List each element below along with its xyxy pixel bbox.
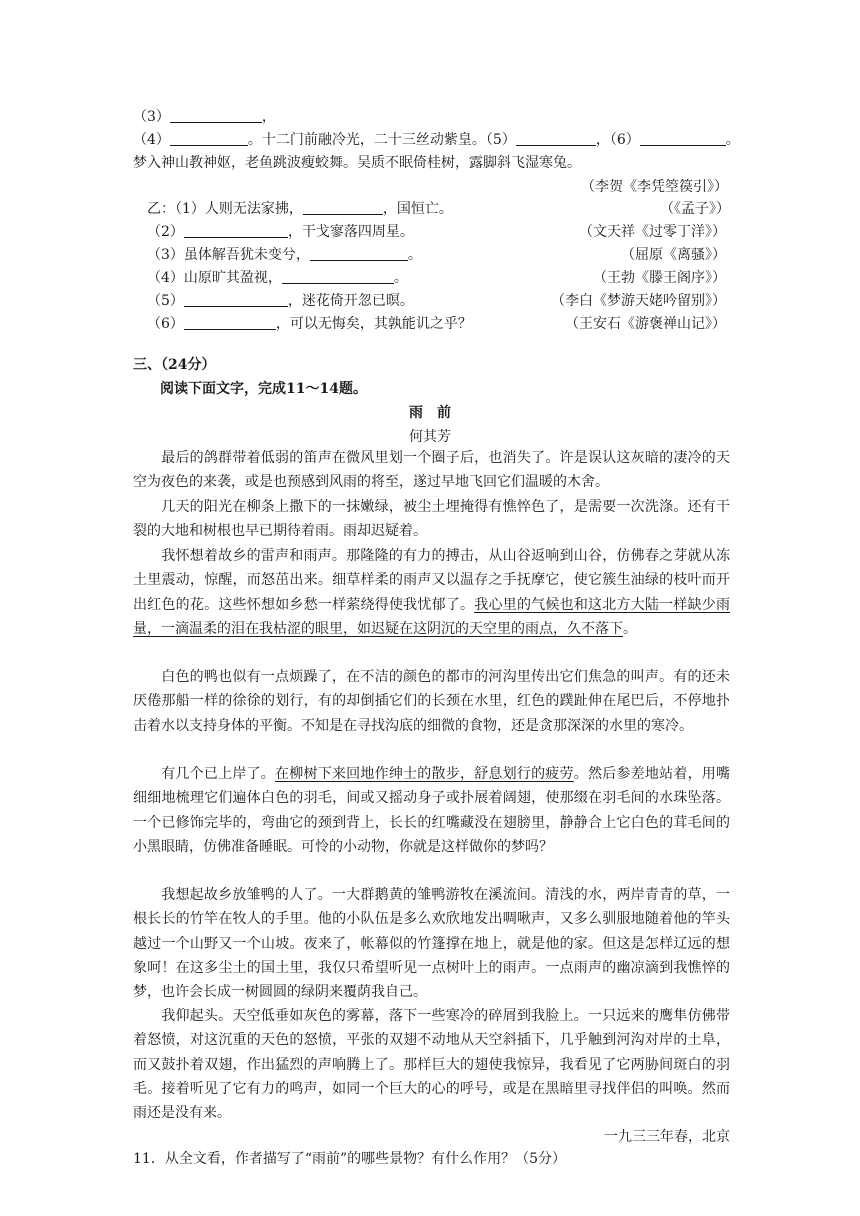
yi-row-6: （6） ，可以无悔矣，其孰能讥之乎？ bbox=[147, 316, 472, 332]
article-paragraph-7: 我仰起头。天空低垂如灰色的雾幕，落下一些寒冷的碎屑到我脸上。一只远来的鹰隼仿佛带着怒愤，对这沉重的天色的怒愤，平张的双翅不动地从天空斜插下，几乎触到河沟对岸的土阜，而又鼓扑着双翅，作出猛烈的声响腾上了。那样巨大的翅使我惊异，我看见了它两胁间斑白的羽毛。接着听见了它有力的鸣声，如同一个巨大的心的呼号，或是在黑暗里寻找伴侣的叫唤。然而雨还是没有来。 bbox=[133, 1008, 730, 1122]
source-citation: （王安石《游褒禅山记》） bbox=[565, 316, 726, 332]
question-11: 11．从全文看，作者描写了“雨前”的哪些景物？有什么作用？（5分） bbox=[133, 1151, 567, 1167]
answer-blank[interactable] bbox=[282, 269, 394, 284]
underlined-sentence: 在柳树下来回地作绅士的散步，舒息划行的疲劳 bbox=[275, 766, 574, 782]
article-paragraph-5: 有几个已上岸了。在柳树下来回地作绅士的散步，舒息划行的疲劳。然后参差地站着，用嘴细细地梳理它们遍体白色的羽毛，间或又摇动身子或扑展着阔翅，使那缀在羽毛间的水珠坠落。一个已修饰完毕的，弯曲它的颈到背上，长长的红嘴藏没在翅膀里，静静合上它白色的茸毛间的小黑眼睛，仿佛准备睡眠。可怜的小动物，你就是这样做你的梦吗？ bbox=[133, 766, 731, 855]
yi-row-3: （3）虽体解吾犹未变兮， 。 bbox=[147, 247, 422, 263]
answer-blank[interactable] bbox=[310, 246, 408, 261]
answer-blank[interactable] bbox=[516, 131, 596, 146]
article-paragraph-1: 最后的鸽群带着低弱的笛声在微风里划一个圈子后，也消失了。许是误认这灰暗的凄冷的天空为夜色的来袭，或是也预感到风雨的将至，遂过早地飞回它们温暖的木舍。 bbox=[133, 450, 730, 491]
yi-row-4: （4）山原旷其盈视， 。 bbox=[147, 270, 408, 286]
article-title: 雨 前 bbox=[409, 405, 451, 421]
article-author: 何其芳 bbox=[409, 429, 451, 445]
section-instruction: 阅读下面文字，完成11～14题。 bbox=[160, 381, 367, 397]
poem-line: 梦入神山教神妪，老鱼跳波瘦蛟舞。吴质不眠倚桂树，露脚斜飞湿寒兔。 bbox=[133, 155, 581, 171]
answer-blank[interactable] bbox=[184, 292, 288, 307]
source-citation: （《孟子》） bbox=[660, 201, 730, 217]
yi-row-5: （5） ，迷花倚开忽已暝。 bbox=[147, 293, 414, 309]
answer-blank[interactable] bbox=[184, 223, 288, 238]
fill-line-4: （4） 。十二门前融冷光，二十三丝动紫皇。（5） ，（6） 。 bbox=[133, 132, 740, 148]
answer-blank[interactable] bbox=[640, 131, 726, 146]
answer-blank[interactable] bbox=[170, 108, 262, 123]
source-citation: （文天祥《过零丁洋》） bbox=[579, 224, 726, 240]
yi-row-2: （2） ，干戈寥落四周星。 bbox=[147, 224, 414, 240]
source-citation: （李贺《李凭箜篌引》） bbox=[581, 179, 728, 195]
source-citation: （屈原《离骚》） bbox=[621, 247, 726, 263]
dateline: 一九三三年春，北京 bbox=[604, 1129, 730, 1145]
source-citation: （李白《梦游天姥吟留别》） bbox=[551, 293, 726, 309]
answer-blank[interactable] bbox=[184, 315, 276, 330]
source-citation: （王勃《滕王阁序》） bbox=[593, 270, 726, 286]
item-number: （3） bbox=[133, 109, 170, 125]
article-paragraph-6: 我想起故乡放雏鸭的人了。一大群鹅黄的雏鸭游牧在溪流间。清浅的水，两岸青青的草，一根长长的竹竿在牧人的手里。他的小队伍是多么欢欣地发出啁啾声，又多么驯服地随着他的竿头越过一个山野又一个山坡。夜来了，帐幕似的竹篷撑在地上，就是他的家。但这是怎样辽远的想象呵！在这多尘土的国土里，我仅只希望听见一点树叶上的雨声。一点雨声的幽凉滴到我憔悴的梦，也许会长成一树圆圆的绿阴来覆荫我自己。 bbox=[133, 887, 730, 1001]
article-paragraph-3: 我怀想着故乡的雷声和雨声。那隆隆的有力的搏击，从山谷返响到山谷，仿佛春之芽就从冻土里震动，惊醒，而怒茁出来。细草样柔的雨声又以温存之手抚摩它，使它簇生油绿的枝叶而开出红色的花。这些怀想如乡愁一样萦绕得使我忧郁了。我心里的气候也和这北方大陆一样缺少雨量，一滴温柔的泪在我枯涩的眼里，如迟疑在这阴沉的天空里的雨点，久不落下。 bbox=[133, 548, 731, 637]
article-paragraph-4: 白色的鸭也似有一点烦躁了，在不洁的颜色的都市的河沟里传出它们焦急的叫声。有的还未厌倦那船一样的徐徐的划行，有的却倒插它们的长颈在水里，红色的蹼趾伸在尾巴后，不停地扑击着水以支持身体的平衡。不知是在寻找沟底的细微的食物，还是贪那深深的水里的寒冷。 bbox=[133, 669, 730, 734]
yi-row-1: 乙：（1）人则无法家拂， ，国恒亡。 bbox=[147, 201, 453, 217]
article-paragraph-2: 几天的阳光在柳条上撒下的一抹嫩绿，被尘土埋掩得有憔悴色了，是需要一次洗涤。还有干裂的大地和树根也早已期待着雨。雨却迟疑着。 bbox=[133, 499, 730, 540]
fill-line-3: （3） ， bbox=[133, 109, 276, 125]
underlined-sentence: 我心里的气候也和这北方大陆一样缺少雨量，一滴温柔的泪在我枯涩的眼里，如迟疑在这阴沉的天空里的雨点，久不落下 bbox=[133, 596, 731, 637]
answer-blank[interactable] bbox=[170, 131, 248, 146]
section-heading: 三、（24分） bbox=[133, 357, 216, 373]
answer-blank[interactable] bbox=[303, 200, 383, 215]
